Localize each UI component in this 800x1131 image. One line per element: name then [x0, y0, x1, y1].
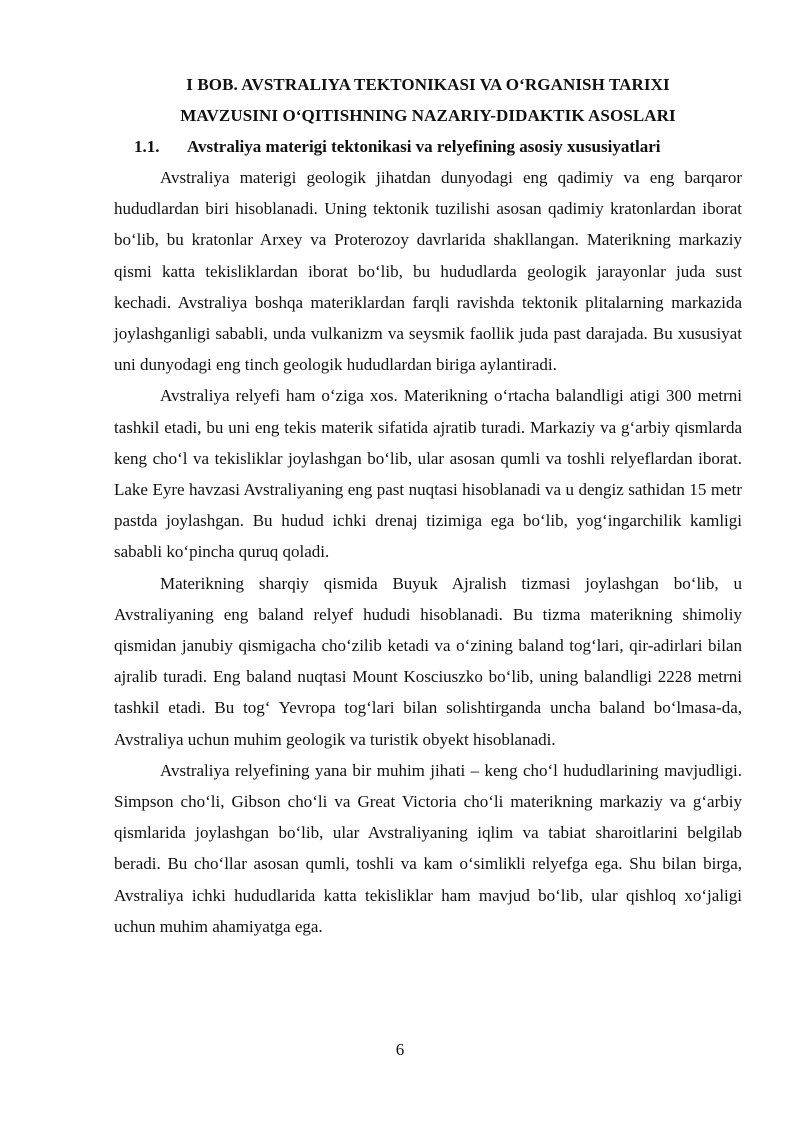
paragraph: Materikning sharqiy qismida Buyuk Ajralish tizmasi joylashgan bo‘lib, u Avstraliyaning eng baland relyef hududi hisoblanadi. Bu tizma materikning shimoliy qismidan janubiy qismigacha cho‘zilib ketadi va o‘zining baland tog‘lari, qir-adirlari bilan ajralib turadi. Eng baland nuqtasi Mount Kosciuszko bo‘lib, uning balandligi 2228 metrni tashkil etadi. Bu tog‘ Yevropa tog‘lari bilan solishtirganda uncha baland bo‘lmasa-da, Avstraliya uchun muhim geologik va turistik obyekt hisoblanadi. [114, 573, 742, 749]
paragraph: Avstraliya relyefining yana bir muhim jihati – keng cho‘l hududlarining mavjudligi. Simpson cho‘li, Gibson cho‘li va Great Victoria cho‘li materikning markaziy va g‘arbiy qismlarida joylashgan bo‘lib, ular Avstraliyaning iqlim va tabiat sharoitlarini belgilab beradi. Bu cho‘llar asosan qumli, toshli va kam o‘simlikli relyefga ega. Shu bilan birga, Avstraliya ichki hududlarida katta tekisliklar ham mavjud bo‘lib, ular qishloq xo‘jaligi uchun muhim ahamiyatga ega. [114, 760, 742, 936]
section-title: Avstraliya materigi tektonikasi va relyefining asosiy xususiyatlari [187, 137, 661, 156]
document-page [114, 70, 742, 942]
page-number: 6 [395, 1040, 405, 1059]
chapter-title-line-1: I BOB. AVSTRALIYA TEKTONIKASI VA O‘RGANISH TARIXI [186, 75, 670, 94]
paragraph: Avstraliya materigi geologik jihatdan dunyodagi eng qadimiy va eng barqaror hududlardan biri hisoblanadi. Uning tektonik tuzilishi asosan qadimiy kratonlardan iborat bo‘lib, bu kratonlar Arxey va Proterozoy davrlarida shakllangan. Materikning markaziy qismi katta tekisliklardan iborat bo‘lib, bu hududlarda geologik jarayonlar juda sust kechadi. Avstraliya boshqa materiklardan farqli ravishda tektonik plitalarning markazida joylashganligi sababli, unda vulkanizm va seysmik faollik juda past darajada. Bu xususiyat uni dunyodagi eng tinch geologik hududlardan biriga aylantiradi. [114, 168, 742, 375]
section-heading [114, 131, 742, 162]
paragraph: Avstraliya relyefi ham o‘ziga xos. Materikning o‘rtacha balandligi atigi 300 metrni tashkil etadi, bu uni eng tekis materik sifatida ajratib turadi. Markaziy va g‘arbiy qismlarda keng cho‘l va tekisliklar joylashgan bo‘lib, ular asosan qumli va toshli relyeflardan iborat. Lake Eyre havzasi Avstraliyaning eng past nuqtasi hisoblanadi va u dengiz sathidan 15 metr pastda joylashgan. Bu hudud ichki drenaj tizimiga ega bo‘lib, yog‘ingarchilik kamligi sababli ko‘pincha quruq qoladi. [114, 386, 742, 562]
chapter-title-line-2: MAVZUSINI O‘QITISHNING NAZARIY-DIDAKTIK ASOSLARI [180, 105, 676, 125]
section-number: 1.1. [134, 137, 160, 156]
